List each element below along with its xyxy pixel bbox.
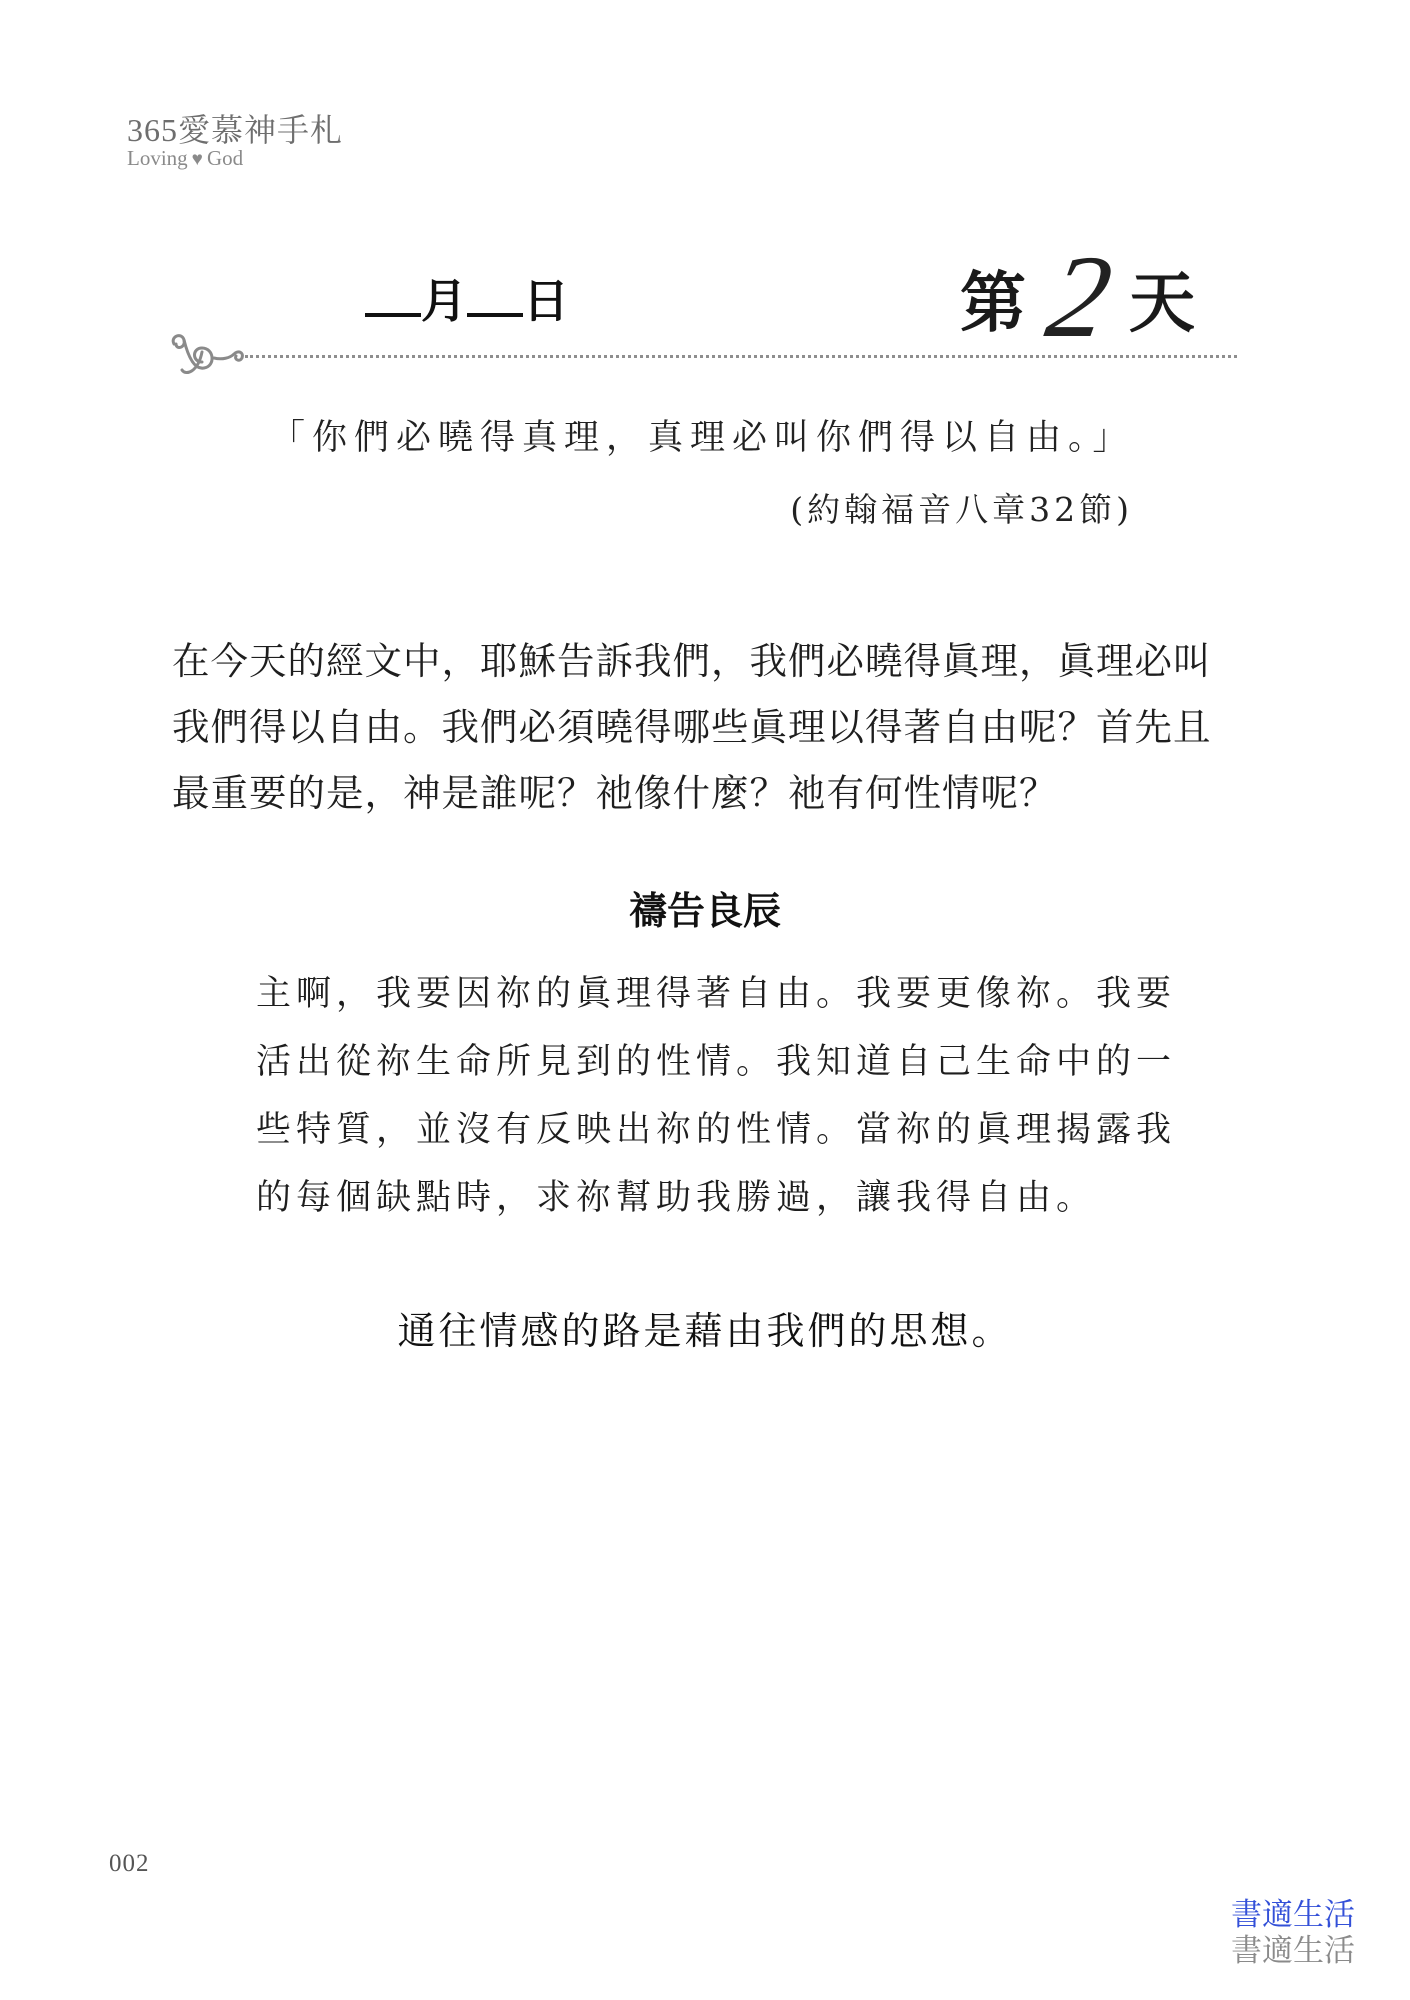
date-fill-line [365,265,569,331]
day-number: 2 [1038,231,1121,362]
day-blank [467,275,523,317]
devotional-paragraph [172,628,1252,826]
heart-icon: ♥ [191,149,203,170]
book-title-text: 愛慕神手札 [178,112,344,148]
book-subtitle [127,146,243,171]
prayer-line: 主啊，我要因祢的眞理得著自由。我要更像祢。我要 [256,974,1177,1014]
month-label: 月 [421,274,467,328]
month-blank [365,275,421,317]
watermark-line: 書適生活 [1231,1897,1355,1933]
watermark-line: 書適生活 [1231,1933,1355,1969]
day-suffix: 天 [1129,263,1195,342]
day-marker [960,231,1195,362]
day-prefix: 第 [960,263,1026,342]
scripture-verse: 「你們必曉得真理，真理必叫你們得以自由。」 [270,418,1135,458]
subtitle-left: Loving [127,146,188,170]
page-number: 002 [109,1850,150,1877]
dotted-rule [245,355,1237,358]
prayer-line: 的每個缺點時，求祢幫助我勝過，讓我得自由。 [256,1178,1097,1218]
publisher-watermark [1231,1897,1355,1969]
book-title [127,105,343,151]
flourish-ornament-icon [168,330,246,380]
prayer-heading: 禱告良辰 [628,889,781,933]
subtitle-right: God [206,146,244,170]
paragraph-line: 在今天的經文中，耶穌告訴我們，我們必曉得眞理，眞理必叫 [172,639,1212,683]
prayer-text [256,960,1216,1232]
closing-thought: 通往情感的路是藉由我們的思想。 [397,1309,1013,1353]
paragraph-line: 我們得以自由。我們必須曉得哪些眞理以得著自由呢？首先且 [172,705,1212,749]
prayer-line: 些特質，並沒有反映出祢的性情。當祢的眞理揭露我 [256,1110,1177,1150]
prayer-line: 活出從祢生命所見到的性情。我知道自己生命中的一 [256,1042,1177,1082]
scripture-reference: (約翰福音八章32節) [790,490,1133,529]
paragraph-line: 最重要的是，神是誰呢？祂像什麼？祂有何性情呢？ [172,771,1058,815]
day-label: 日 [523,274,569,328]
book-title-number: 365 [127,112,178,148]
